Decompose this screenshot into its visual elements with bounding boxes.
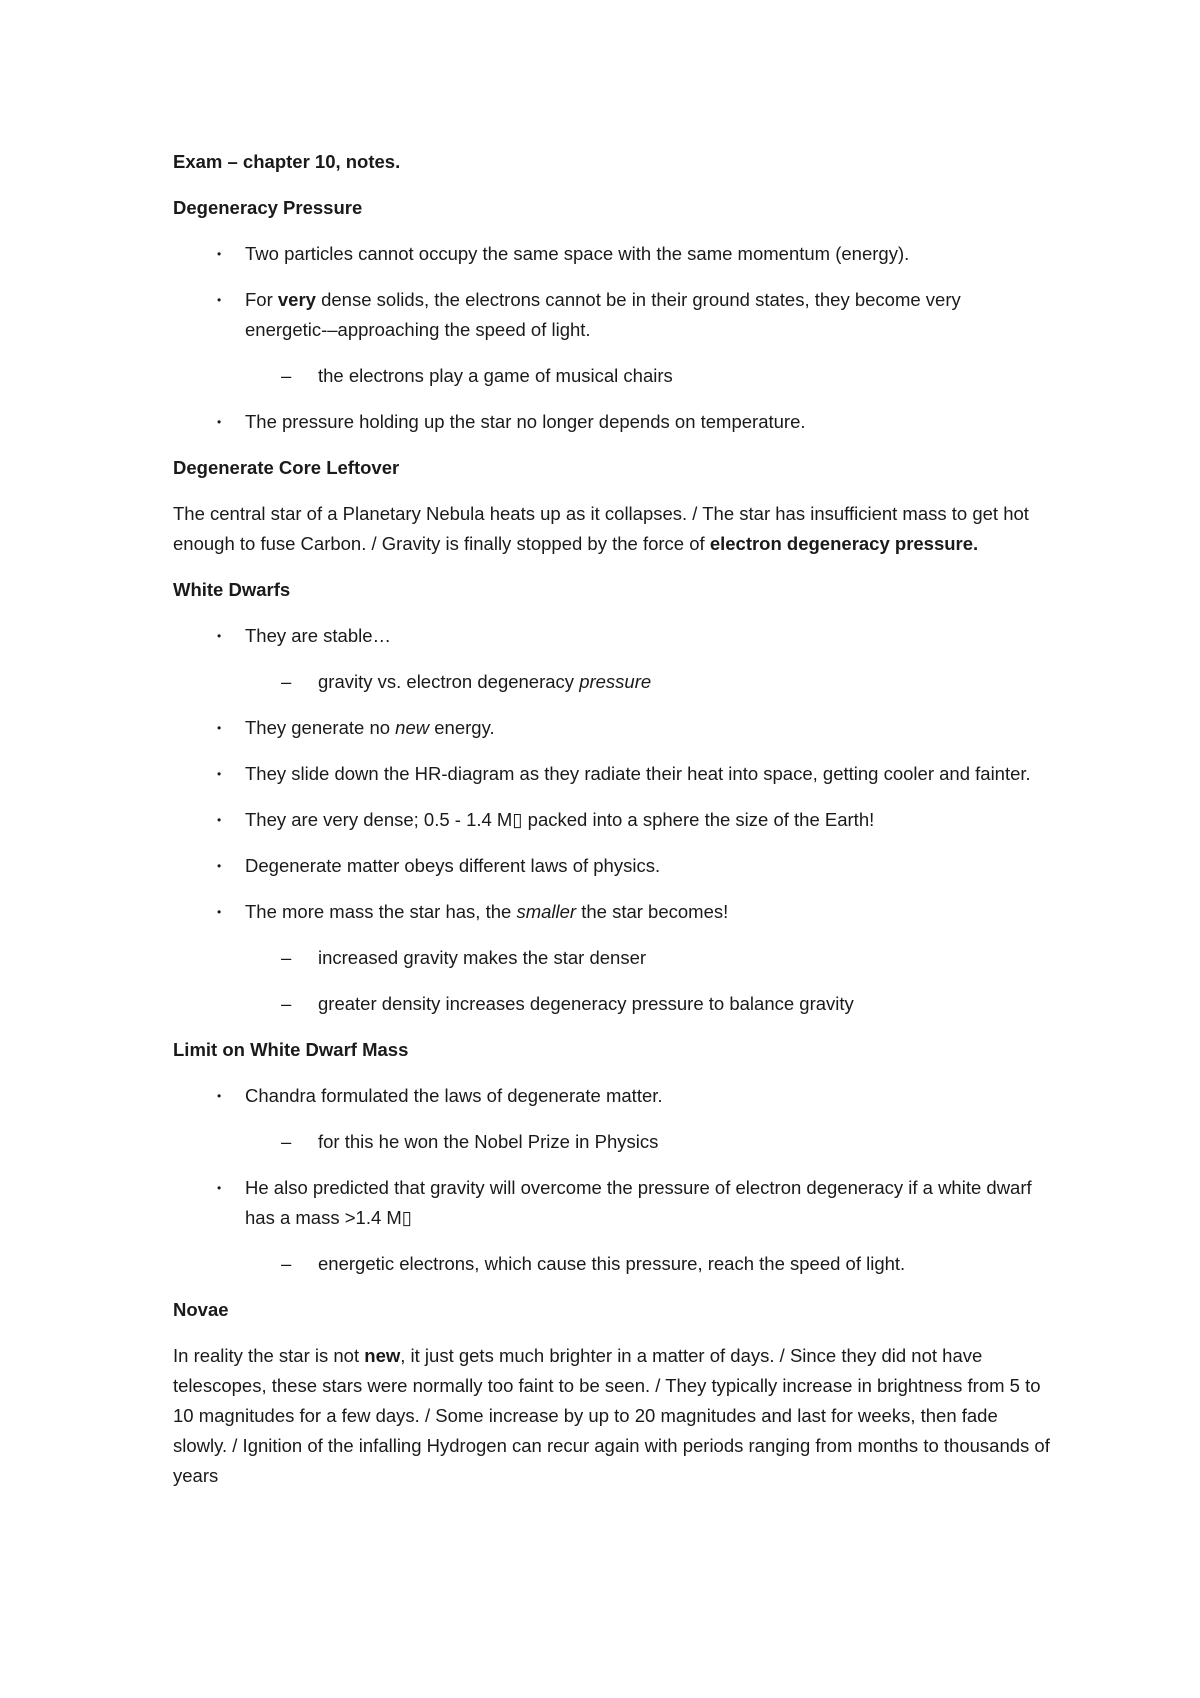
bullet-icon: • (217, 293, 222, 307)
bullet-text: The pressure holding up the star no longer depends on temperature. (245, 411, 806, 432)
bullet-text: Chandra formulated the laws of degenerate matter. (245, 1085, 663, 1106)
bullet-icon: • (217, 247, 222, 261)
bullet-item (173, 1081, 1053, 1111)
dash-icon: – (281, 1131, 292, 1152)
bullet-item (173, 285, 1053, 345)
bullet-text: He also predicted that gravity will overcome the pressure of electron degeneracy if a white dwarf has a mass >1.4 M▯ (245, 1177, 1032, 1228)
sub-bullet-item (173, 989, 1053, 1019)
sub-bullet-text: energetic electrons, which cause this pressure, reach the speed of light. (318, 1253, 906, 1274)
sub-bullet-item (173, 667, 1053, 697)
paragraph: In reality the star is not new, it just gets much brighter in a matter of days. / Since they did not have telescopes, these stars were normally too faint to be seen. / They typically increase in brightness from 5 to 10 magnitudes for a few days. / Some increase by up to 20 magnitudes and last for weeks, then fade slowly. / Ignition of the infalling Hydrogen can recur again with periods ranging from months to thousands of years (173, 1345, 1050, 1486)
section-heading-white-dwarfs: White Dwarfs (173, 579, 291, 600)
sub-bullet-item (173, 361, 1053, 391)
bullet-icon: • (217, 859, 222, 873)
section-heading-limit-on-white-dwarf-mass: Limit on White Dwarf Mass (173, 1039, 409, 1060)
bullet-item (173, 851, 1053, 881)
bullet-text: For very dense solids, the electrons cannot be in their ground states, they become very energetic-–approaching the speed of light. (245, 289, 961, 340)
bullet-icon: • (217, 1181, 222, 1195)
bullet-item (173, 1173, 1053, 1233)
dash-icon: – (281, 947, 292, 968)
sub-bullet-text: greater density increases degeneracy pressure to balance gravity (318, 993, 854, 1014)
bullet-icon: • (217, 1089, 222, 1103)
bullet-icon: • (217, 905, 222, 919)
bullet-item (173, 407, 1053, 437)
bullet-text: They slide down the HR-diagram as they radiate their heat into space, getting cooler and fainter. (245, 763, 1031, 784)
sub-bullet-text: increased gravity makes the star denser (318, 947, 647, 968)
paragraph: The central star of a Planetary Nebula heats up as it collapses. / The star has insufficient mass to get hot enough to fuse Carbon. / Gravity is finally stopped by the force of electron degeneracy pressure. (173, 503, 1029, 554)
sub-bullet-text: gravity vs. electron degeneracy pressure (318, 671, 652, 692)
sub-bullet-text: for this he won the Nobel Prize in Physics (318, 1131, 659, 1152)
bullet-text: They are very dense; 0.5 - 1.4 M▯ packed into a sphere the size of the Earth! (245, 809, 875, 830)
bullet-text: They are stable… (245, 625, 392, 646)
bullet-text: Two particles cannot occupy the same space with the same momentum (energy). (245, 243, 910, 264)
bullet-icon: • (217, 721, 222, 735)
sub-bullet-item (173, 943, 1053, 973)
bullet-icon: • (217, 813, 222, 827)
bullet-item (173, 713, 1053, 743)
dash-icon: – (281, 365, 292, 386)
dash-icon: – (281, 1253, 292, 1274)
bullet-item (173, 621, 1053, 651)
bullet-text: Degenerate matter obeys different laws of physics. (245, 855, 661, 876)
sub-bullet-text: the electrons play a game of musical chairs (318, 365, 673, 386)
document-page (173, 147, 1053, 1507)
section-heading-degenerate-core-leftover: Degenerate Core Leftover (173, 457, 400, 478)
bullet-item (173, 239, 1053, 269)
bullet-item (173, 805, 1053, 835)
bullet-icon: • (217, 629, 222, 643)
section-heading-degeneracy-pressure: Degeneracy Pressure (173, 197, 363, 218)
dash-icon: – (281, 671, 292, 692)
bullet-item (173, 897, 1053, 927)
bullet-item (173, 759, 1053, 789)
document-title: Exam – chapter 10, notes. (173, 151, 401, 172)
bullet-text: The more mass the star has, the smaller the star becomes! (245, 901, 729, 922)
section-heading-novae: Novae (173, 1299, 229, 1320)
bullet-icon: • (217, 415, 222, 429)
bullet-icon: • (217, 767, 222, 781)
bullet-text: They generate no new energy. (245, 717, 495, 738)
sub-bullet-item (173, 1127, 1053, 1157)
sub-bullet-item (173, 1249, 1053, 1279)
dash-icon: – (281, 993, 292, 1014)
